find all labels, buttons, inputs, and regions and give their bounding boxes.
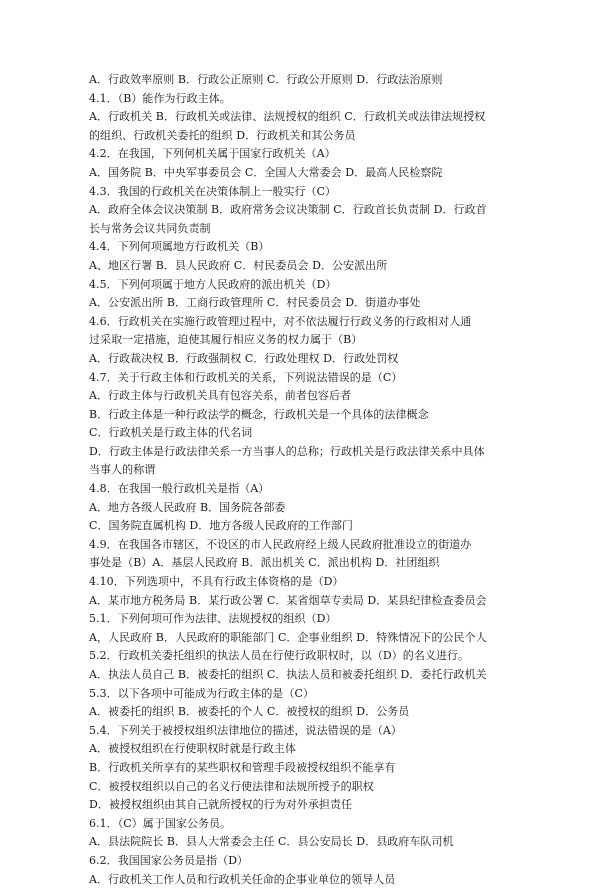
text-line: 4.6．行政机关在实施行政管理过程中，对不依法履行行政义务的行政相对人通: [89, 314, 472, 328]
text-line: A．地方各级人民政府 B．国务院各部委: [89, 500, 286, 514]
text-line: 4.4．下列何项属地方行政机关（B）: [89, 240, 270, 254]
text-line: B．行政主体是一种行政法学的概念，行政机关是一个具体的法律概念: [89, 407, 429, 421]
text-line: A．县法院院长 B．县人大常委会主任 C．县公安局长 D．县政府车队司机: [89, 835, 454, 849]
text-line: 4.7．关于行政主体和行政机关的关系，下列说法错误的是（C）: [89, 370, 403, 384]
text-line: A．行政机关工作人员和行政机关任命的企事业单位的领导人员: [89, 872, 396, 886]
text-line: A．执法人员自己 B．被委托的组织 C．执法人员和被委托组织 D．委托行政机关: [89, 668, 487, 681]
text-line: 6.2．我国国家公务员是指（D）: [89, 853, 249, 867]
text-line: 5.4．下列关于被授权组织法律地位的描述，说法错误的是（A）: [89, 723, 402, 737]
text-line: A，人民政府 B．人民政府的职能部门 C．企事业组织 D．特殊情况下的公民个人: [89, 630, 487, 644]
text-line: 4.2．在我国，下列何机关属于国家行政机关（A）: [89, 147, 336, 161]
text-line: A．被授权组织在行使职权时就是行政主体: [89, 742, 296, 756]
text-line: 6.1．（C）属于国家公务员。: [89, 816, 232, 830]
text-line: 4.10．下列选项中，不具有行政主体资格的是（D）: [89, 575, 344, 589]
text-line: A．行政裁决权 B．行政强制权 C．行政处理权 D．行政处罚权: [89, 351, 399, 365]
text-line: D．行政主体是行政法律关系一方当事人的总称；行政机关是行政法律关系中具体: [89, 444, 485, 458]
text-line: 4.3．我国的行政机关在决策体制上一般实行（C）: [89, 184, 337, 198]
text-line: 4.8．在我国一般行政机关是指（A）: [89, 482, 270, 496]
text-line: 长与常务会议共同负责制: [89, 221, 211, 235]
text-line: B．行政机关所享有的某些职权和管理手段被授权组织不能享有: [89, 760, 396, 774]
text-line: A．政府全体会议决策制 B．政府常务会议决策制 C．行政首长负责制 D．行政首: [89, 203, 487, 217]
text-line: C．被授权组织以自己的名义行使法律和法规所授予的职权: [89, 779, 374, 793]
document-body: [89, 71, 515, 889]
text-line: A．国务院 B．中央军事委员会 C．全国人大常委会 D．最高人民检察院: [89, 165, 443, 179]
text-line: A．被委托的组织 B．被委托的个人 C．被授权的组织 D．公务员: [89, 705, 410, 719]
text-line: 5.2．行政机关委托组织的执法人员在行使行政职权时，以（D）的名义进行。: [89, 649, 470, 663]
text-line: A．行政效率原则 B．行政公正原则 C．行政公开原则 D．行政法治原则: [89, 73, 443, 86]
text-line: 过采取一定措施，迫使其履行相应义务的权力属于（B）: [89, 333, 363, 347]
text-line: 4.5．下列何项属于地方人民政府的派出机关（D）: [89, 277, 337, 291]
text-line: C．行政机关是行政主体的代名词: [89, 426, 253, 440]
text-line: 5.3．以下各项中可能成为行政主体的是（C）: [89, 686, 315, 700]
text-line: A．公安派出所 B．工商行政管理所 C．村民委员会 D．街道办事处: [89, 296, 421, 310]
text-line: A．行政机关 B．行政机关或法律、法规授权的组织 C．行政机关或法律法规授权: [89, 110, 486, 124]
text-line: A、地区行署 B．县人民政府 C．村民委员会 D．公安派出所: [89, 258, 388, 272]
text-line: 当事人的称谓: [89, 463, 156, 477]
text-line: 4.9．在我国各市辖区，不设区的市人民政府经上级人民政府批准设立的街道办: [89, 537, 472, 551]
text-line: 事处是（B）A．基层人民政府 B．派出机关 C．派出机构 D．社团组织: [89, 556, 440, 570]
text-line: D．被授权组织由其自己就所授权的行为对外承担责任: [89, 798, 353, 812]
text-line: 4.1．（B）能作为行政主体。: [89, 91, 231, 105]
text-line: 5.1．下列何项可作为法律、法规授权的组织（D）: [89, 612, 337, 626]
text-line: C．国务院直属机构 D．地方各级人民政府的工作部门: [89, 519, 353, 533]
text-line: A．行政主体与行政机关具有包容关系，前者包容后者: [89, 389, 352, 403]
text-line: 的组织、行政机关委托的组织 D．行政机关和其公务员: [89, 128, 356, 142]
text-line: A．某市地方税务局 B．某行政公署 C．某省烟草专卖局 D．某县纪律检查委员会: [89, 593, 487, 607]
